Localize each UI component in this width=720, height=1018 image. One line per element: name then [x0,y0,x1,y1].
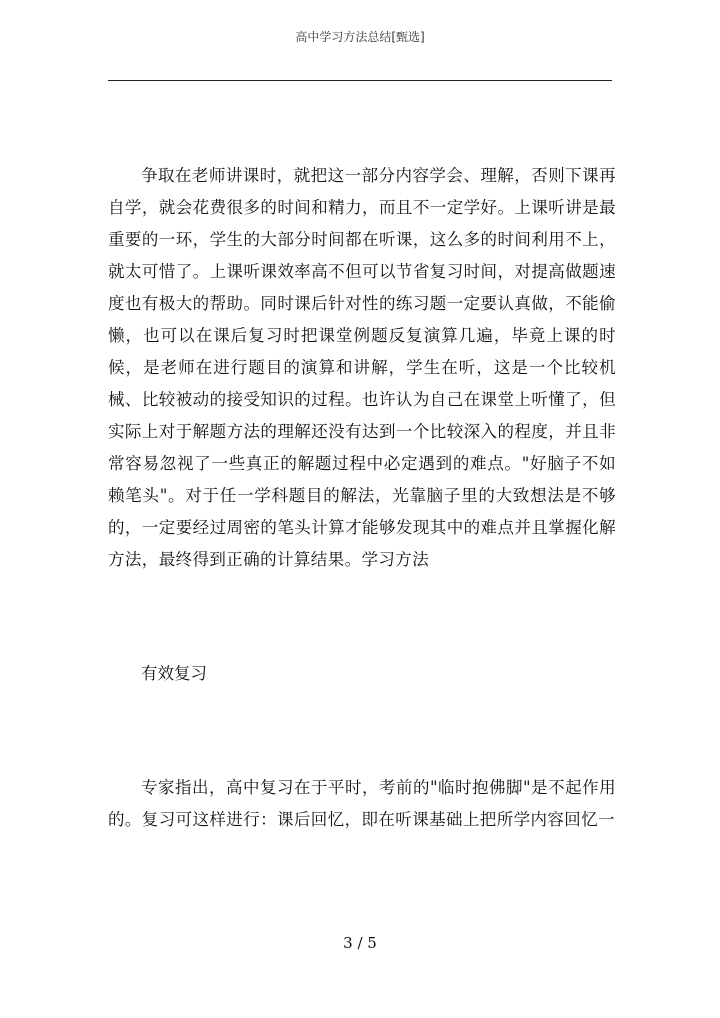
paragraph-review-method: 专家指出，高中复习在于平时，考前的"临时抱佛脚"是不起作用的。复习可这样进行：课后回忆，即在听课基础上把所学内容回忆一 [108,778,616,829]
section-heading-effective-review: 有效复习 [141,664,207,683]
page-header-title: 高中学习方法总结[甄选] [295,30,425,44]
page-number: 3 / 5 [343,934,377,952]
document-body [108,160,616,836]
paragraph-listening-in-class: 争取在老师讲课时，就把这一部分内容学会、理解，否则下课再自学，就会花费很多的时间和精力，而且不一定学好。上课听讲是最重要的一环，学生的大部分时间都在听课，这么多的时间利用不上，就太可惜了。上课听课效率高不但可以节省复习时间，对提高做题速度也有极大的帮助。同时课后针对性的练习题一定要认真做，不能偷懒，也可以在课后复习时把课堂例题反复演算几遍，毕竟上课的时候，是老师在进行题目的演算和讲解，学生在听，这是一个比较机械、比较被动的接受知识的过程。也许认为自己在课堂上听懂了，但实际上对于解题方法的理解还没有达到一个比较深入的程度，并且非常容易忽视了一些真正的解题过程中必定遇到的难点。"好脑子不如赖笔头"。对于任一学科题目的解法，光靠脑子里的大致想法是不够的，一定要经过周密的笔头计算才能够发现其中的难点并且掌握化解方法，最终得到正确的计算结果。学习方法 [108,166,616,569]
header-divider [108,80,612,81]
